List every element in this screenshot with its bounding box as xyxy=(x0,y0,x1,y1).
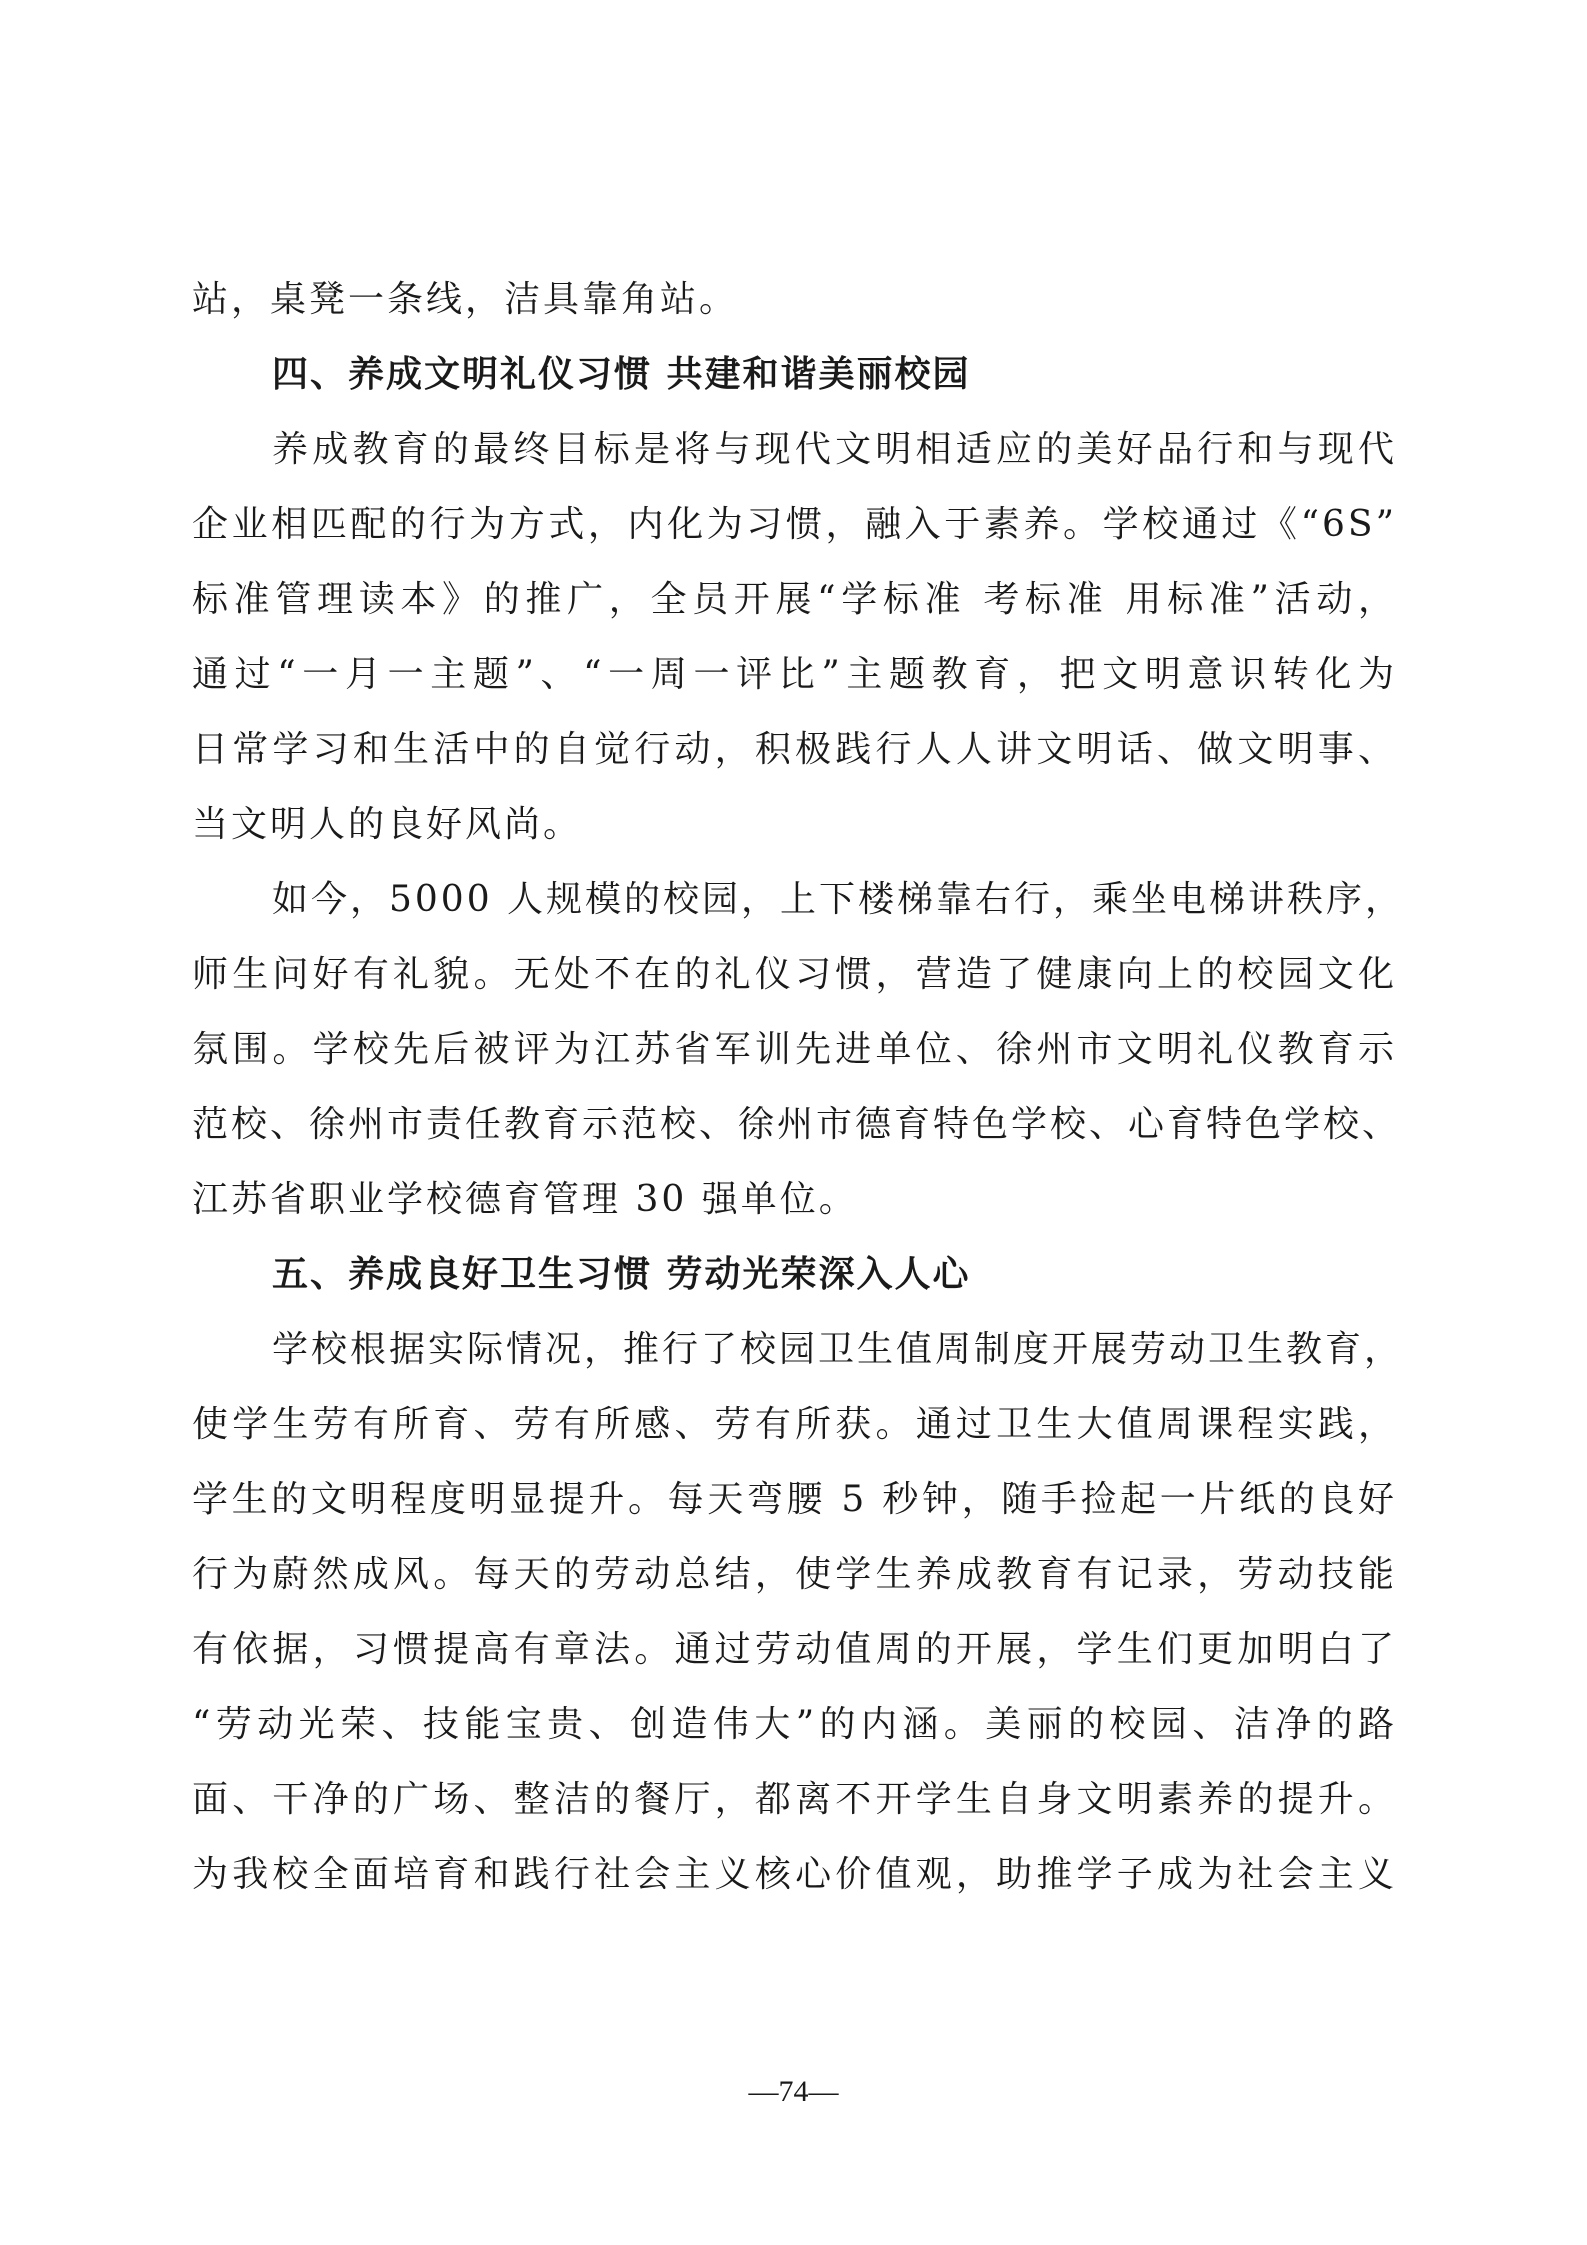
body-line: 站，桌凳一条线，洁具靠角站。 xyxy=(192,279,739,320)
body-line: 范校、徐州市责任教育示范校、徐州市德育特色学校、心育特色学校、 xyxy=(192,1104,1402,1145)
section-heading-4: 四、养成文明礼仪习惯 共建和谐美丽校园 xyxy=(272,354,971,395)
body-line: 通过“一月一主题”、“一周一评比”主题教育，把文明意识转化为 xyxy=(192,654,1397,695)
body-line: 标准管理读本》的推广，全员开展“学标准 考标准 用标准”活动， xyxy=(192,579,1397,620)
body-line: 有依据，习惯提高有章法。通过劳动值周的开展，学生们更加明白了 xyxy=(192,1629,1397,1670)
page-number: —74— xyxy=(748,2075,839,2108)
body-line: 如今，5000 人规模的校园，上下楼梯靠右行，乘坐电梯讲秩序， xyxy=(272,879,1405,920)
body-line: 当文明人的良好风尚。 xyxy=(192,804,583,845)
body-line: 学校根据实际情况，推行了校园卫生值周制度开展劳动卫生教育， xyxy=(272,1329,1404,1370)
body-line: 江苏省职业学校德育管理 30 强单位。 xyxy=(192,1179,858,1220)
body-line: 面、干净的广场、整洁的餐厅，都离不开学生自身文明素养的提升。 xyxy=(192,1779,1397,1820)
section-heading-5: 五、养成良好卫生习惯 劳动光荣深入人心 xyxy=(272,1254,971,1295)
body-line: 行为蔚然成风。每天的劳动总结，使学生养成教育有记录，劳动技能 xyxy=(192,1554,1397,1595)
body-line: 为我校全面培育和践行社会主义核心价值观，助推学子成为社会主义 xyxy=(192,1854,1397,1895)
body-line: 养成教育的最终目标是将与现代文明相适应的美好品行和与现代 xyxy=(272,429,1397,470)
body-line: 学生的文明程度明显提升。每天弯腰 5 秒钟，随手捡起一片纸的良好 xyxy=(192,1479,1397,1520)
body-line: 企业相匹配的行为方式，内化为习惯，融入于素养。学校通过《“6S” xyxy=(192,504,1397,545)
body-line: 使学生劳有所育、劳有所感、劳有所获。通过卫生大值周课程实践， xyxy=(192,1404,1397,1445)
body-line: 师生问好有礼貌。无处不在的礼仪习惯，营造了健康向上的校园文化 xyxy=(192,954,1397,995)
body-line: 日常学习和生活中的自觉行动，积极践行人人讲文明话、做文明事、 xyxy=(192,729,1397,770)
body-line: “劳动光荣、技能宝贵、创造伟大”的内涵。美丽的校园、洁净的路 xyxy=(192,1704,1397,1745)
body-line: 氛围。学校先后被评为江苏省军训先进单位、徐州市文明礼仪教育示 xyxy=(192,1029,1397,1070)
document-body xyxy=(192,262,1405,1912)
